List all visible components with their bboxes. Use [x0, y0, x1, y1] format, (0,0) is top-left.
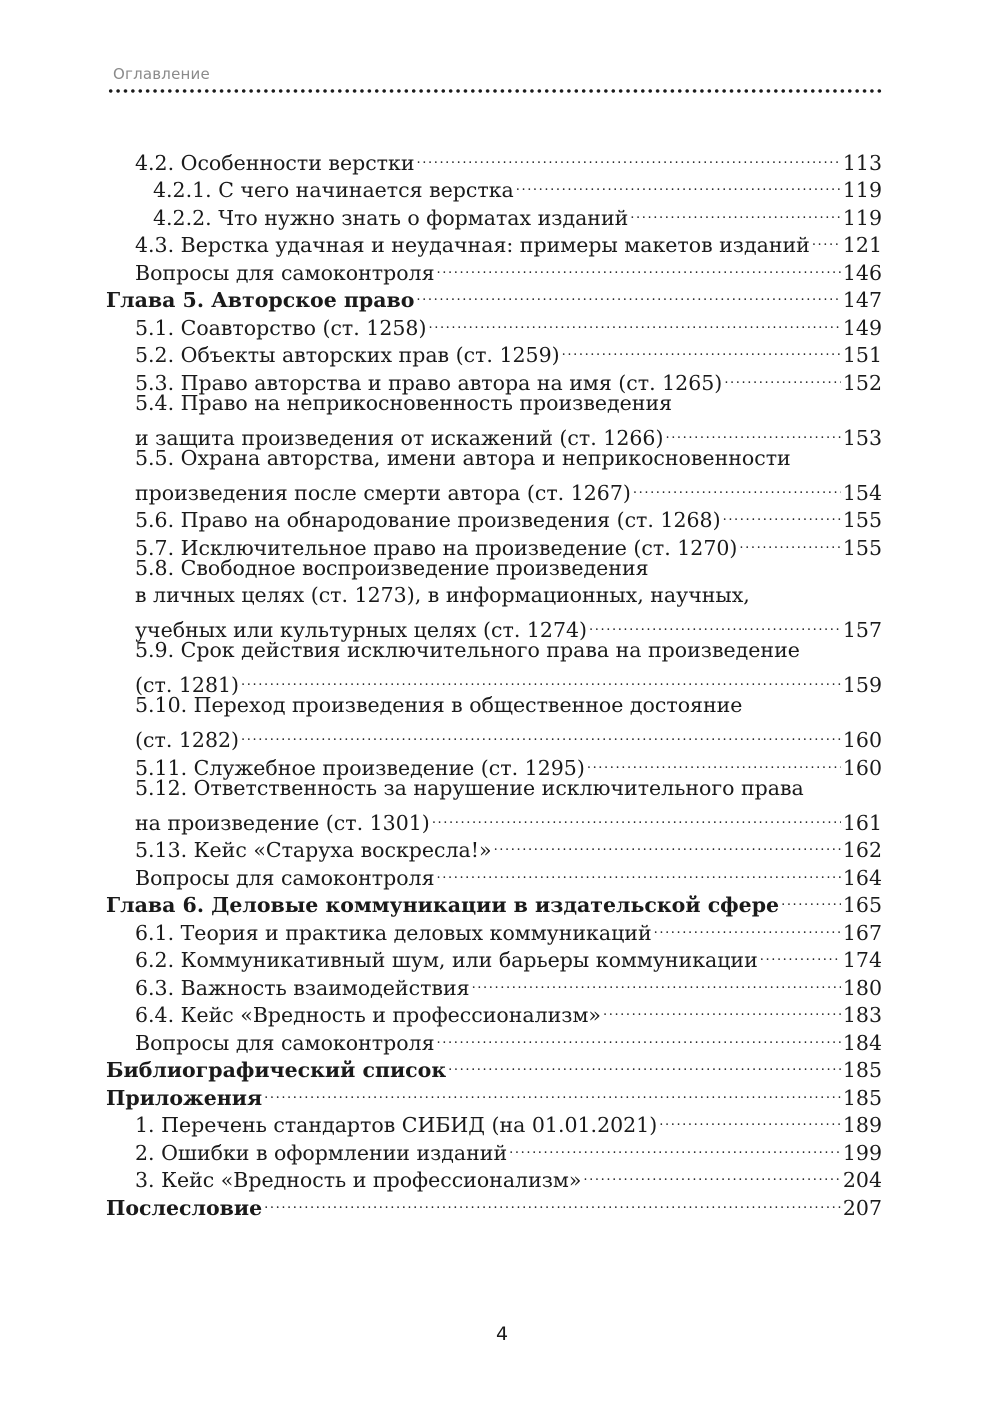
toc-entry-title: 2. Ошибки в оформлении изданий [135, 1140, 508, 1165]
toc-entry-title: 4.3. Верстка удачная и неудачная: примеры макетов изданий [135, 233, 810, 257]
dot-leader [724, 362, 841, 390]
toc-entry-title: 1. Перечень стандартов СИБИД (на 01.01.2021) [135, 1113, 658, 1137]
dot-leader [654, 912, 841, 940]
toc-entry-title: Глава 5. Авторское право [106, 288, 415, 312]
dot-leader [589, 610, 841, 638]
toc-entry-title: 5.3. Право авторства и право автора на имя (ст. 1265) [135, 370, 723, 395]
page-number: 4 [495, 1323, 509, 1345]
toc-entry-page: 119 [842, 178, 882, 202]
toc-entry-title-line: 5.10. Переход произведения в общественное достояние [135, 693, 743, 717]
toc-entry-page: 185 [842, 1058, 882, 1082]
toc-entry-page: 180 [842, 975, 882, 1000]
toc-entry-title: Вопросы для самоконтроля [135, 1030, 435, 1055]
toc-entry-title: учебных или культурных целях (ст. 1274) [135, 618, 588, 642]
toc-entry-page: 155 [842, 508, 882, 532]
toc-entry-page: 121 [842, 233, 882, 257]
toc-entry[interactable] [106, 555, 882, 642]
dot-leader [812, 225, 841, 253]
toc-entry-page: 161 [842, 810, 882, 835]
dot-leader [633, 472, 841, 500]
dot-leader [241, 665, 841, 693]
toc-entry-page: 167 [842, 920, 882, 945]
toc-entry[interactable] [106, 142, 882, 175]
toc-entry-page: 207 [842, 1195, 882, 1220]
dot-leader [665, 417, 840, 445]
dot-leader [432, 802, 841, 830]
dot-leader [760, 940, 841, 968]
toc-entry-title: Библиографический список [106, 1058, 447, 1082]
toc-entry-title: (ст. 1281) [135, 673, 240, 697]
toc-entry[interactable] [106, 637, 882, 697]
dot-leader [437, 252, 841, 280]
toc-entry-title: 6.1. Теория и практика деловых коммуникаций [135, 920, 652, 945]
toc-entry-title: Вопросы для самоконтроля [135, 260, 435, 285]
toc-entry-page: 162 [842, 838, 882, 862]
toc-entry-title: 4.2. Особенности верстки [135, 150, 415, 175]
toc-entry-page: 113 [842, 150, 882, 175]
toc-entry-title-line: 5.9. Срок действия исключительного права на произведение [135, 638, 800, 662]
dot-leader [587, 747, 841, 775]
dot-leader [723, 500, 841, 528]
toc-entry-title: 5.6. Право на обнародование произведения (ст. 1268) [135, 508, 721, 532]
toc-entry[interactable] [106, 775, 882, 835]
toc-entry-title-line: 5.5. Охрана авторства, имени автора и неприкосновенности [135, 445, 791, 470]
toc-entry-page: 155 [842, 535, 882, 560]
toc-entry-page: 149 [842, 315, 882, 340]
toc-entry-title: 5.7. Исключительное право на произведение (ст. 1270) [135, 535, 738, 560]
dot-leader [516, 170, 841, 198]
toc-entry-title-line: в личных целях (ст. 1273), в информационных, научных, [135, 583, 750, 607]
toc-entry-page: 160 [842, 728, 882, 752]
toc-entry-title: 6.3. Важность взаимодействия [135, 975, 470, 1000]
dot-leader [583, 1160, 840, 1188]
toc-entry-title: 5.1. Соавторство (ст. 1258) [135, 315, 427, 340]
toc-entry-title: Послесловие [106, 1195, 263, 1220]
toc-entry-page: 183 [842, 1003, 882, 1027]
toc-entry[interactable] [106, 445, 882, 505]
toc-entry-title: Глава 6. Деловые коммуникации в издательской сфере [106, 893, 780, 917]
running-head: Оглавление [113, 65, 210, 83]
dot-leader [739, 527, 840, 555]
toc-entry-title: 5.11. Служебное произведение (ст. 1295) [135, 755, 585, 780]
toc-entry[interactable] [106, 692, 882, 752]
toc-entry-title-line: 5.12. Ответственность за нарушение исключительного права [135, 775, 804, 800]
toc-entry[interactable] [106, 390, 882, 450]
dot-leader [509, 1132, 841, 1160]
toc-entry-page: 185 [842, 1085, 882, 1110]
toc-entry-title: (ст. 1282) [135, 728, 240, 752]
dot-leader [241, 720, 841, 748]
toc-entry-title: произведения после смерти автора (ст. 1267) [135, 480, 631, 505]
toc-entry-page: 151 [842, 343, 882, 367]
toc-entry-page: 119 [842, 205, 882, 230]
toc-entry-page: 147 [842, 288, 882, 312]
toc-entry-title-line: 5.8. Свободное воспроизведение произведения [135, 555, 649, 580]
toc-entry-title-line: 5.4. Право на неприкосновенность произведения [135, 390, 673, 415]
dot-leader [781, 885, 841, 913]
toc-entry-page: 189 [842, 1113, 882, 1137]
toc-entry-title: 5.13. Кейс «Старуха воскресла!» [135, 838, 492, 862]
toc-entry-title: на произведение (ст. 1301) [135, 810, 430, 835]
toc-entry-page: 146 [842, 260, 882, 285]
toc-entry-page: 174 [842, 948, 882, 972]
toc-entry-page: 153 [842, 425, 882, 450]
dot-leader [417, 142, 841, 170]
toc-entry-page: 199 [842, 1140, 882, 1165]
dotted-header-rule [107, 88, 885, 94]
dot-leader [264, 1077, 841, 1105]
toc-entry-page: 152 [842, 370, 882, 395]
toc-entry-title: 4.2.1. С чего начинается верстка [153, 178, 514, 202]
dot-leader [428, 307, 840, 335]
toc-entry-title: 3. Кейс «Вредность и профессионализм» [135, 1168, 582, 1192]
dot-leader [494, 830, 841, 858]
dot-leader [603, 995, 841, 1023]
dot-leader [416, 280, 840, 308]
dot-leader [264, 1187, 841, 1215]
toc-entry-title: Вопросы для самоконтроля [135, 865, 435, 890]
toc-entry-page: 204 [842, 1168, 882, 1192]
dot-leader [437, 857, 841, 885]
toc-entry-page: 157 [842, 618, 882, 642]
dot-leader [437, 1022, 841, 1050]
toc-entry-page: 164 [842, 865, 882, 890]
toc-entry-title: 4.2.2. Что нужно знать о форматах изданий [153, 205, 629, 230]
toc-entry-page: 154 [842, 480, 882, 505]
toc-entry-page: 159 [842, 673, 882, 697]
dot-leader [562, 335, 841, 363]
dot-leader [472, 967, 841, 995]
dot-leader [630, 197, 841, 225]
table-of-contents [106, 142, 882, 1220]
toc-entry-title: 6.4. Кейс «Вредность и профессионализм» [135, 1003, 601, 1027]
toc-entry-title: 6.2. Коммуникативный шум, или барьеры коммуникации [135, 948, 758, 972]
toc-entry-page: 184 [842, 1030, 882, 1055]
toc-entry-page: 165 [842, 893, 882, 917]
toc-entry-title: и защита произведения от искажений (ст. 1266) [135, 425, 664, 450]
dot-leader [659, 1105, 841, 1133]
toc-entry-title: 5.2. Объекты авторских прав (ст. 1259) [135, 343, 560, 367]
toc-entry-title: Приложения [106, 1085, 263, 1110]
toc-entry-page: 160 [842, 755, 882, 780]
dot-leader [448, 1050, 841, 1078]
